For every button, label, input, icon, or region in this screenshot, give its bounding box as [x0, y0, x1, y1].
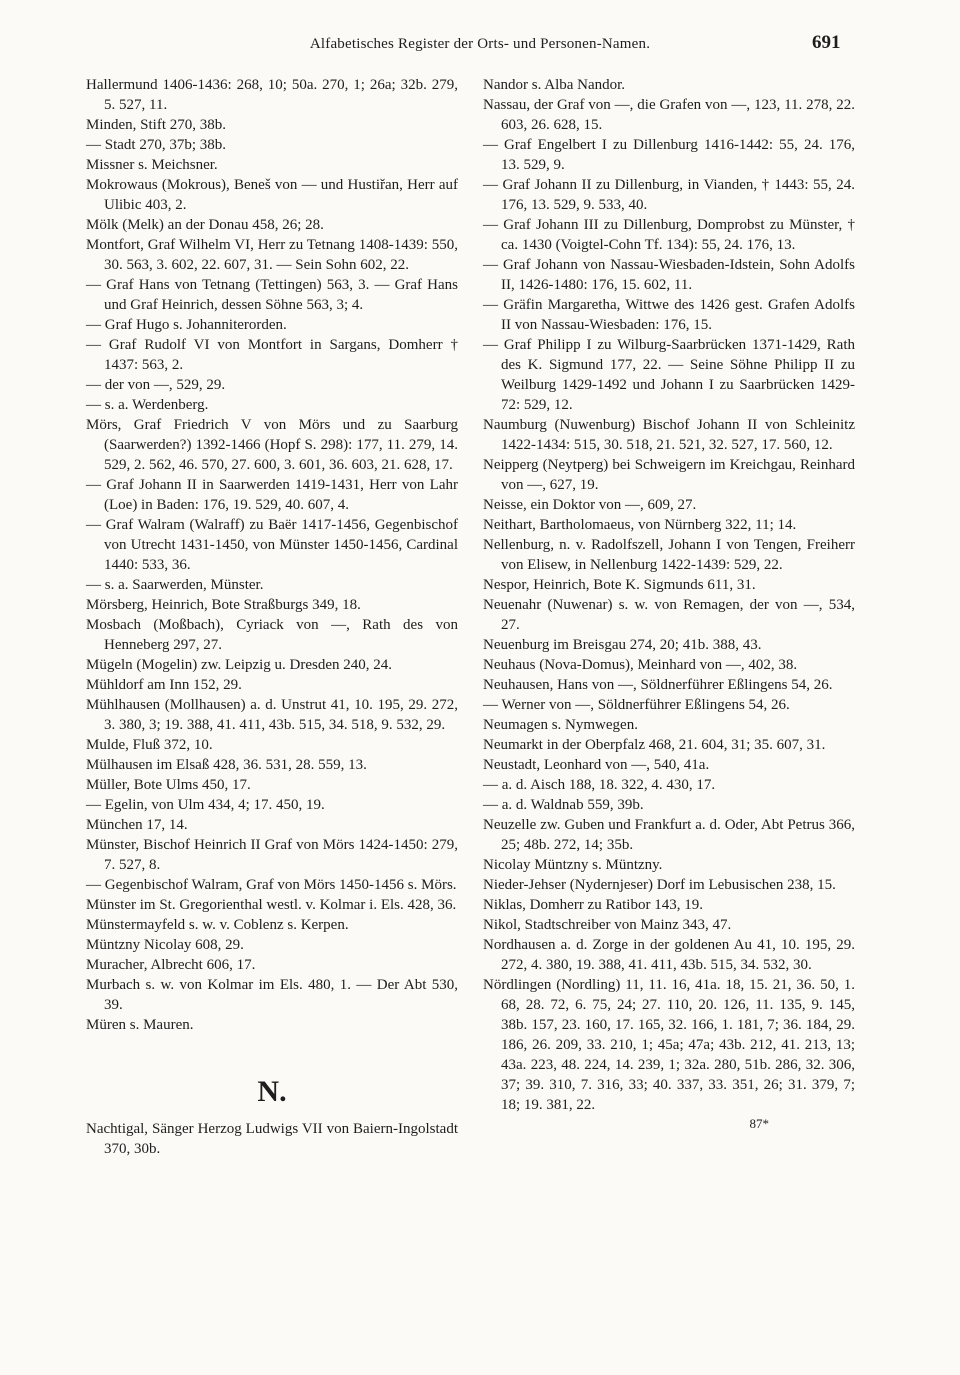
index-entry: — Werner von —, Söldnerführer Eßlingens 54, 26. — [483, 697, 790, 713]
index-entry: Mölk (Melk) an der Donau 458, 26; 28. — [86, 217, 324, 233]
index-entry: Nikol, Stadtschreiber von Mainz 343, 47. — [483, 917, 732, 933]
index-entry: Nellenburg, n. v. Radolfszell, Johann I von Tengen, Freiherr von Elisew, in Nellenburg 1422-1439: 529, 22. — [483, 537, 855, 573]
index-entry: Nassau, der Graf von —, die Grafen von —, 123, 11. 278, 22. 603, 26. 628, 15. — [483, 97, 855, 133]
index-entry: Nordhausen a. d. Zorge in der goldenen Au 41, 10. 195, 29. 272, 4. 380, 19. 388, 41. 411, 43b. 515, 34. 532, 30. — [483, 937, 855, 973]
index-entry: — s. a. Saarwerden, Münster. — [86, 577, 264, 593]
index-entry: Müntzny Nicolay 608, 29. — [86, 937, 244, 953]
index-entry: Neuhaus (Nova-Domus), Meinhard von —, 402, 38. — [483, 657, 798, 673]
index-entry: Neustadt, Leonhard von —, 540, 41a. — [483, 757, 710, 773]
index-entry: Neuenahr (Nuwenar) s. w. von Remagen, der von —, 534, 27. — [483, 597, 855, 633]
index-entry: Murbach s. w. von Kolmar im Els. 480, 1. — Der Abt 530, 39. — [86, 977, 458, 1013]
index-entry: — Gräfin Margaretha, Wittwe des 1426 gest. Grafen Adolfs II von Nassau-Wiesbaden: 176, 15. — [483, 297, 855, 333]
left-entry-list-after — [86, 1119, 458, 1159]
index-entry: Neuenburg im Breisgau 274, 20; 41b. 388, 43. — [483, 637, 762, 653]
index-entry: — Graf Hans von Tetnang (Tettingen) 563, 3. — Graf Hans und Graf Heinrich, dessen Söhne 563, 3; 4. — [86, 277, 458, 313]
index-entry: — Graf Johann III zu Dillenburg, Domprobst zu Münster, † ca. 1430 (Voigtel-Cohn Tf. 134): 55, 24. 176, 13. — [483, 217, 855, 253]
index-entry: — Graf Johann von Nassau-Wiesbaden-Idstein, Sohn Adolfs II, 1426-1480: 176, 15. 602, 11. — [483, 257, 855, 293]
left-entry-list — [86, 75, 458, 1035]
index-entry: Münster im St. Gregorienthal westl. v. Kolmar i. Els. 428, 36. — [86, 897, 457, 913]
index-entry: — Egelin, von Ulm 434, 4; 17. 450, 19. — [86, 797, 325, 813]
index-entry: Nieder-Jehser (Nydernjeser) Dorf im Lebusischen 238, 15. — [483, 877, 836, 893]
index-entry: Nachtigal, Sänger Herzog Ludwigs VII von Baiern-Ingolstadt 370, 30b. — [86, 1121, 458, 1157]
index-entry: — Gegenbischof Walram, Graf von Mörs 1450-1456 s. Mörs. — [86, 877, 457, 893]
index-entry: Münstermayfeld s. w. v. Coblenz s. Kerpen. — [86, 917, 349, 933]
index-entry: — der von —, 529, 29. — [86, 377, 226, 393]
index-entry: — a. d. Waldnab 559, 39b. — [483, 797, 644, 813]
index-entry: Montfort, Graf Wilhelm VI, Herr zu Tetnang 1408-1439: 550, 30. 563, 3. 602, 22. 607, 31. — Sein Sohn 602, 22. — [86, 237, 458, 273]
index-entry: Mühlhausen (Mollhausen) a. d. Unstrut 41, 10. 195, 29. 272, 3. 380, 3; 19. 388, 41. 411, 43b. 515, 34. 518, 9. 532, 29. — [86, 697, 458, 733]
index-entry: Neumagen s. Nymwegen. — [483, 717, 638, 733]
index-entry: Nördlingen (Nordling) 11, 11. 16, 41a. 18, 15. 21, 36. 50, 1. 68, 28. 72, 6. 75, 24; 27. 110, 20. 126, 11. 135, 9. 145, 38b. 157, 23. 160, 17. 165, 32. 166, 1. 181, 7; 36. 184, 29. 186, 26. 209, 33. 210, 1; 45a; 47a; 43b. 212, 41. 213, 13; 43a. 223, 48. 224, 14. 239, 1; 32a. 280, 51b. 286, 32. 306, 37; 39. 310, 7. 316, 33; 40. 337, 33. 351, 26; 31. 379, 7; 18; 19. 381, 22. — [483, 977, 855, 1113]
index-entry: Muracher, Albrecht 606, 17. — [86, 957, 256, 973]
index-entry: Neuhausen, Hans von —, Söldnerführer Eßlingens 54, 26. — [483, 677, 833, 693]
index-entry: Neithart, Bartholomaeus, von Nürnberg 322, 11; 14. — [483, 517, 797, 533]
index-entry: Neumarkt in der Oberpfalz 468, 21. 604, 31; 35. 607, 31. — [483, 737, 826, 753]
index-entry: — Graf Engelbert I zu Dillenburg 1416-1442: 55, 24. 176, 13. 529, 9. — [483, 137, 855, 173]
right-column — [483, 75, 855, 1133]
index-entry: Müren s. Mauren. — [86, 1017, 194, 1033]
index-entry: Münster, Bischof Heinrich II Graf von Mörs 1424-1450: 279, 7. 527, 8. — [86, 837, 458, 873]
index-entry: Mulde, Fluß 372, 10. — [86, 737, 213, 753]
index-entry: — Graf Johann II zu Dillenburg, in Vianden, † 1443: 55, 24. 176, 13. 529, 9. 533, 40. — [483, 177, 855, 213]
index-entry: München 17, 14. — [86, 817, 188, 833]
index-entry: Müller, Bote Ulms 450, 17. — [86, 777, 251, 793]
index-entry: Mokrowaus (Mokrous), Beneš von — und Hustiřan, Herr auf Ulibic 403, 2. — [86, 177, 458, 213]
index-entry: — a. d. Aisch 188, 18. 322, 4. 430, 17. — [483, 777, 716, 793]
index-entry: Nespor, Heinrich, Bote K. Sigmunds 611, 31. — [483, 577, 756, 593]
index-entry: — s. a. Werdenberg. — [86, 397, 209, 413]
index-entry: Neipperg (Neytperg) bei Schweigern im Kreichgau, Reinhard von —, 627, 19. — [483, 457, 855, 493]
right-entry-list — [483, 75, 855, 1115]
section-letter: N. — [257, 1075, 287, 1108]
index-entry: Neisse, ein Doktor von —, 609, 27. — [483, 497, 697, 513]
index-entry: Mörs, Graf Friedrich V von Mörs und zu Saarburg (Saarwerden?) 1392-1466 (Hopf S. 298): 177, 11. 279, 14. 529, 2. 562, 46. 570, 27. 600, 3. 601, 36. 603, 21. 628, 17. — [86, 417, 458, 473]
index-entry: Mosbach (Moßbach), Cyriack von —, Rath des von Henneberg 297, 27. — [86, 617, 458, 653]
left-column — [86, 75, 458, 1159]
index-entry: Naumburg (Nuwenburg) Bischof Johann II von Schleinitz 1422-1434: 515, 30. 518, 21. 521, 32. 527, 17. 560, 12. — [483, 417, 855, 453]
index-entry: Nandor s. Alba Nandor. — [483, 77, 626, 93]
index-entry: Mülhausen im Elsaß 428, 36. 531, 28. 559, 13. — [86, 757, 367, 773]
index-entry: — Graf Rudolf VI von Montfort in Sargans, Domherr † 1437: 563, 2. — [86, 337, 458, 373]
index-entry: Hallermund 1406-1436: 268, 10; 50a. 270, 1; 26a; 32b. 279, 5. 527, 11. — [86, 77, 458, 113]
index-entry: Mörsberg, Heinrich, Bote Straßburgs 349, 18. — [86, 597, 361, 613]
signature-mark: 87* — [749, 1116, 769, 1131]
index-entry: Niklas, Domherr zu Ratibor 143, 19. — [483, 897, 703, 913]
index-entry: Mühldorf am Inn 152, 29. — [86, 677, 242, 693]
index-entry: — Graf Walram (Walraff) zu Baër 1417-1456, Gegenbischof von Utrecht 1431-1450, von Münster 1450-1456, Cardinal 1440: 533, 36. — [86, 517, 458, 573]
index-entry: Neuzelle zw. Guben und Frankfurt a. d. Oder, Abt Petrus 366, 25; 48b. 272, 14; 35b. — [483, 817, 855, 853]
index-entry: Nicolay Müntzny s. Müntzny. — [483, 857, 663, 873]
index-entry: — Stadt 270, 37b; 38b. — [86, 137, 227, 153]
index-entry: Minden, Stift 270, 38b. — [86, 117, 227, 133]
index-entry: — Graf Johann II in Saarwerden 1419-1431, Herr von Lahr (Loe) in Baden: 176, 19. 529, 40. 607, 4. — [86, 477, 458, 513]
page-number: 691 — [812, 32, 841, 53]
index-entry: — Graf Hugo s. Johanniterorden. — [86, 317, 287, 333]
index-entry: Missner s. Meichsner. — [86, 157, 218, 173]
index-entry: Mügeln (Mogelin) zw. Leipzig u. Dresden 240, 24. — [86, 657, 393, 673]
running-title: Alfabetisches Register der Orts- und Personen-Namen. — [309, 36, 651, 52]
index-entry: — Graf Philipp I zu Wilburg-Saarbrücken 1371-1429, Rath des K. Sigmund 177, 22. — Seine Söhne Philipp II zu Weilburg 1429-1492 und Johann I zu Saarbrücken 1429-72: 529, 12. — [483, 337, 855, 413]
